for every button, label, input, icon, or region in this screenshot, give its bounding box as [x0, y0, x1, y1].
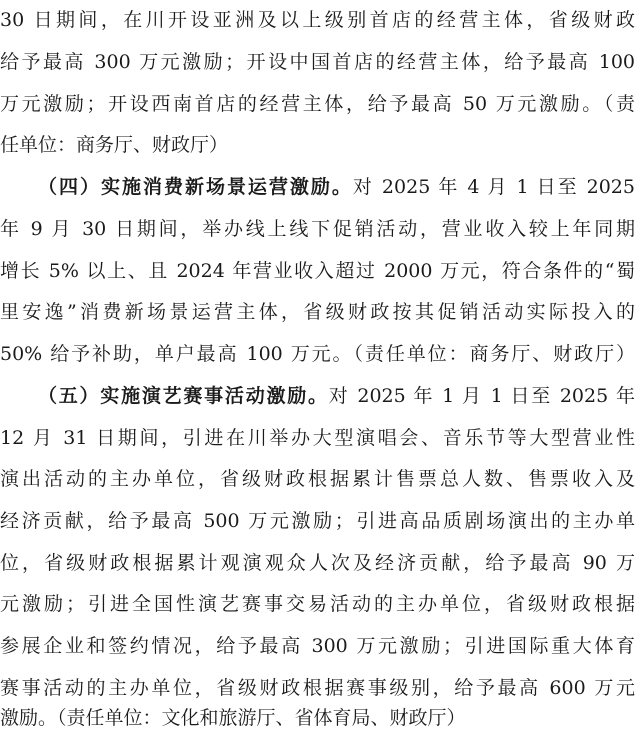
paragraph-2-line-1-text: 对 2025 年 4 月 1 日至 2025 — [352, 176, 635, 198]
paragraph-1-line-3: 万元激励；开设西南首店的经营主体，给予最高 50 万元激励。（责 — [0, 93, 635, 115]
paragraph-2-line-3: 增长 5% 以上、且 2024 年营业收入超过 2000 万元，符合条件的“蜀 — [0, 260, 635, 282]
paragraph-3-line-6: 元激励；引进全国性演艺赛事交易活动的主办单位，省级财政根据 — [0, 593, 635, 615]
paragraph-2-line-2: 年 9 月 30 日期间，举办线上线下促销活动，营业收入较上年同期 — [0, 218, 635, 240]
paragraph-3-line-4: 经济贡献，给予最高 500 万元激励；引进高品质剧场演出的主办单 — [0, 510, 635, 532]
paragraph-3-line-5: 位，省级财政根据累计观演观众人次及经济贡献，给予最高 90 万 — [0, 552, 635, 574]
paragraph-2-line-5: 50% 给予补助，单户最高 100 万元。（责任单位：商务厅、财政厅） — [0, 343, 635, 365]
paragraph-3-line-1-text: 对 2025 年 1 月 1 日至 2025 年 — [328, 385, 635, 407]
paragraph-3-line-1 — [38, 382, 635, 411]
paragraph-2-line-1 — [38, 173, 635, 202]
paragraph-3-line-7: 参展企业和签约情况，给予最高 300 万元激励；引进国际重大体育 — [0, 635, 635, 657]
paragraph-1-line-2: 给予最高 300 万元激励；开设中国首店的经营主体，给予最高 100 — [0, 51, 635, 73]
paragraph-2-line-4: 里安逸”消费新场景运营主体，省级财政按其促销活动实际投入的 — [0, 301, 635, 323]
paragraph-3-line-2: 12 月 31 日期间，引进在川举办大型演唱会、音乐节等大型营业性 — [0, 427, 635, 449]
paragraph-1-line-1: 30 日期间，在川开设亚洲及以上级别首店的经营主体，省级财政 — [0, 9, 635, 31]
paragraph-3-line-8: 赛事活动的主办单位，省级财政根据赛事级别，给予最高 600 万元 — [0, 677, 635, 699]
section-heading-4: （四）实施消费新场景运营激励。 — [38, 176, 353, 198]
paragraph-1-line-4: 任单位：商务厅、财政厅） — [0, 134, 229, 156]
section-heading-5: （五）实施演艺赛事活动激励。 — [38, 385, 329, 407]
paragraph-3-line-3: 演出活动的主办单位，省级财政根据累计售票总人数、售票收入及 — [0, 468, 635, 490]
paragraph-3-line-9: 激励。（责任单位：文化和旅游厅、省体育局、财政厅） — [0, 707, 466, 729]
